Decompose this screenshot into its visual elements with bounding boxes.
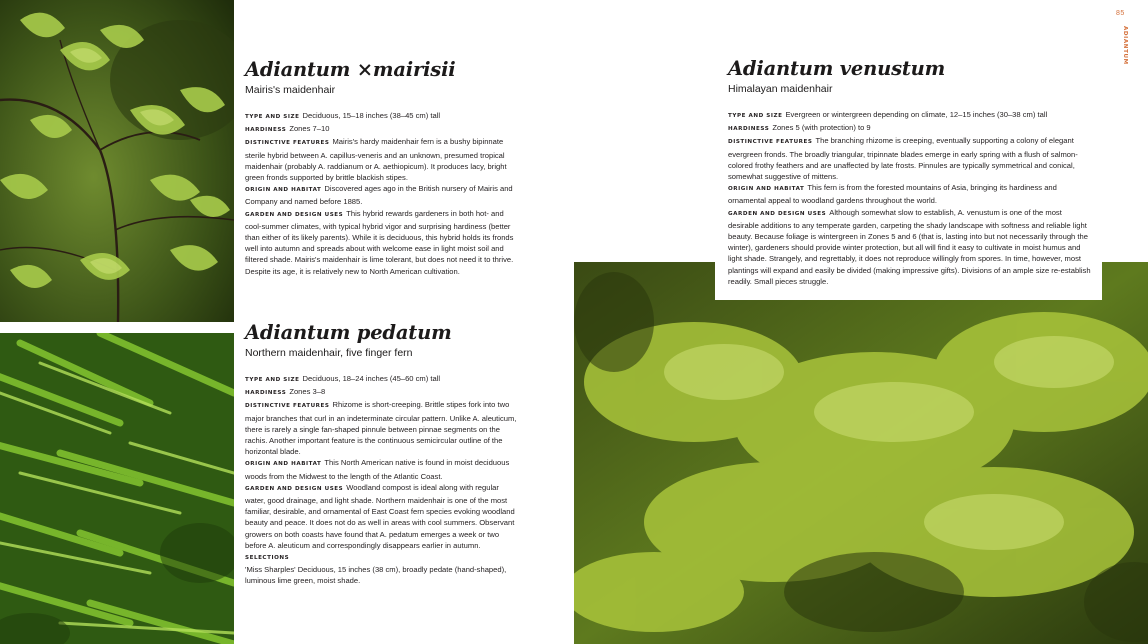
section-label: GARDEN AND DESIGN USES xyxy=(245,485,344,492)
entry-adiantum-mairisii xyxy=(245,58,517,277)
entry-adiantum-pedatum xyxy=(245,321,517,587)
section-text: Deciduous, 18–24 inches (45–60 cm) tall xyxy=(302,374,441,383)
section-hardiness xyxy=(245,386,517,399)
section-origin-habitat xyxy=(245,457,517,481)
section-label: ORIGIN AND HABITAT xyxy=(245,461,322,468)
section-text: Discovered ages ago in the British nursery of Mairis and Company and named before 1885. xyxy=(245,184,513,207)
fern-photo-bottom-left xyxy=(0,333,234,644)
section-distinctive-features xyxy=(728,135,1092,182)
entry-body xyxy=(245,110,517,277)
section-text: Although somewhat slow to establish, A. venustum is one of the most desirable additions to any temperate garden, carpeting the shady landscape with softness and reliable light beauty. Because foliage is wintergreen in Zones 5 and 6 (that is, lasting into but not necessarily through the winter), gardeners should provide winter protection, but all will find it easy to cultivate in moist humus and light shade. Strangely, and regrettably, it does not reproduce willingly from spores. In time, however, most plantings will expand and easily be divided (making impressive gifts). Divisions of an ample size re-establish readily. Small pieces struggle. xyxy=(728,207,1091,286)
scientific-name: Adiantum ×mairisii xyxy=(245,58,456,81)
section-label: TYPE AND SIZE xyxy=(245,377,300,383)
section-label: HARDINESS xyxy=(245,127,287,134)
section-label: SELECTIONS xyxy=(245,555,290,562)
section-text: Deciduous, 15–18 inches (38–45 cm) tall xyxy=(302,111,441,120)
section-text: Mairis's hardy maidenhair fern is a bushy bipinnate sterile hybrid between A. capillus-veneris and an unknown, presumed tropical maidenhair (probably A. raddianum or A. aethiopicum). It produces lacy, bright green fronds supported by brittle blackish stipes. xyxy=(245,137,507,183)
section-text: This fern is from the forested mountains of Asia, bringing its hardiness and ornamental appeal to woodland gardens throughout the world. xyxy=(728,183,1057,206)
section-label: HARDINESS xyxy=(728,126,770,133)
section-label: DISTINCTIVE FEATURES xyxy=(245,403,330,410)
section-origin-habitat xyxy=(728,182,1092,206)
common-name: Himalayan maidenhair xyxy=(728,83,833,95)
section-text: This hybrid rewards gardeners in both hot- and cool-summer climates, with typical hybrid vigor and surprising hardiness (better than either of its likely parents). While it is deciduous, this hybrid holds its fronds well into autumn and spreads about with welcome ease in light moist soil and filtered shade. Mairis's maidenhair is lime tolerant, but does not need it to thrive. Despite its age, it is relatively new to North American cultivation. xyxy=(245,208,514,276)
section-label: GARDEN AND DESIGN USES xyxy=(245,211,344,218)
section-hardiness xyxy=(245,123,517,136)
common-name: Mairis's maidenhair xyxy=(245,84,336,96)
section-text: This North American native is found in moist deciduous woods from the Midwest to the length of the Atlantic Coast. xyxy=(245,458,510,481)
section-text: Rhizome is short-creeping. Brittle stipes fork into two major branches that curl in an indeterminate circular pattern. Unlike A. aleuticum, there is rarely a single fan-shaped pinnule between pinnae segments on the rachis. Another important feature is the continuous semicircular outline of the horizontal blade. xyxy=(245,400,517,457)
section-text: Zones 5 (with protection) to 9 xyxy=(772,123,871,133)
section-label: DISTINCTIVE FEATURES xyxy=(728,139,813,146)
entry-adiantum-venustum xyxy=(728,57,1092,287)
scientific-name: Adiantum pedatum xyxy=(245,321,452,344)
section-text: Woodland compost is ideal along with regular water, good drainage, and light shade. Northern maidenhair is one of the most familiar, desirable, and ornamental of East Coast fern species evoking woodland beauty and peace. It does not do as well in areas with cool summers. Observant growers on both coasts have found that A. pedatum emerges a week or two before A. aleuticum and correspondingly disappears earlier in autumn. xyxy=(245,482,515,550)
section-type-size xyxy=(728,109,1092,122)
section-label: ORIGIN AND HABITAT xyxy=(728,186,805,193)
section-text: The branching rhizome is creeping, eventually supporting a colony of elegant evergreen fronds. The broadly triangular, tripinnate blades emerge in early spring with a flush of salmon-colored frothy feathers and are unaffected by late frosts. Pinnules are typically symmetrical and conical, somewhat suggestive of mittens. xyxy=(728,136,1078,182)
section-distinctive-features xyxy=(245,136,517,183)
running-head xyxy=(1119,26,1128,72)
section-garden-design-uses xyxy=(245,482,517,551)
section-label: ORIGIN AND HABITAT xyxy=(245,187,322,194)
entry-body xyxy=(728,109,1092,287)
common-name: Northern maidenhair, five finger fern xyxy=(245,347,413,359)
page-number: 85 xyxy=(1116,10,1125,17)
section-label: GARDEN AND DESIGN USES xyxy=(728,210,827,217)
section-origin-habitat xyxy=(245,183,517,207)
section-hardiness xyxy=(728,122,1092,135)
section-label: DISTINCTIVE FEATURES xyxy=(245,140,330,147)
entry-body xyxy=(245,373,517,587)
section-type-size xyxy=(245,373,517,386)
running-head-text: ADIANTUM xyxy=(1122,26,1128,65)
fern-photo-right xyxy=(574,262,1148,644)
section-type-size xyxy=(245,110,517,123)
section-distinctive-features xyxy=(245,399,517,457)
scientific-name: Adiantum venustum xyxy=(728,57,946,80)
fern-photo-top-left xyxy=(0,0,234,322)
section-label: TYPE AND SIZE xyxy=(728,113,783,119)
section-text: Zones 7–10 xyxy=(289,124,330,134)
section-garden-design-uses xyxy=(728,207,1092,287)
section-selections xyxy=(245,551,517,564)
section-text: Zones 3–8 xyxy=(289,387,326,397)
section-text: Evergreen or wintergreen depending on climate, 12–15 inches (30–38 cm) tall xyxy=(785,110,1048,119)
section-label: HARDINESS xyxy=(245,390,287,397)
section-label: TYPE AND SIZE xyxy=(245,114,300,120)
section-garden-design-uses xyxy=(245,208,517,277)
selection-miss-sharples: 'Miss Sharples' Deciduous, 15 inches (38 cm), broadly pedate (hand-shaped), luminous lime green, moist shade. xyxy=(245,565,507,586)
